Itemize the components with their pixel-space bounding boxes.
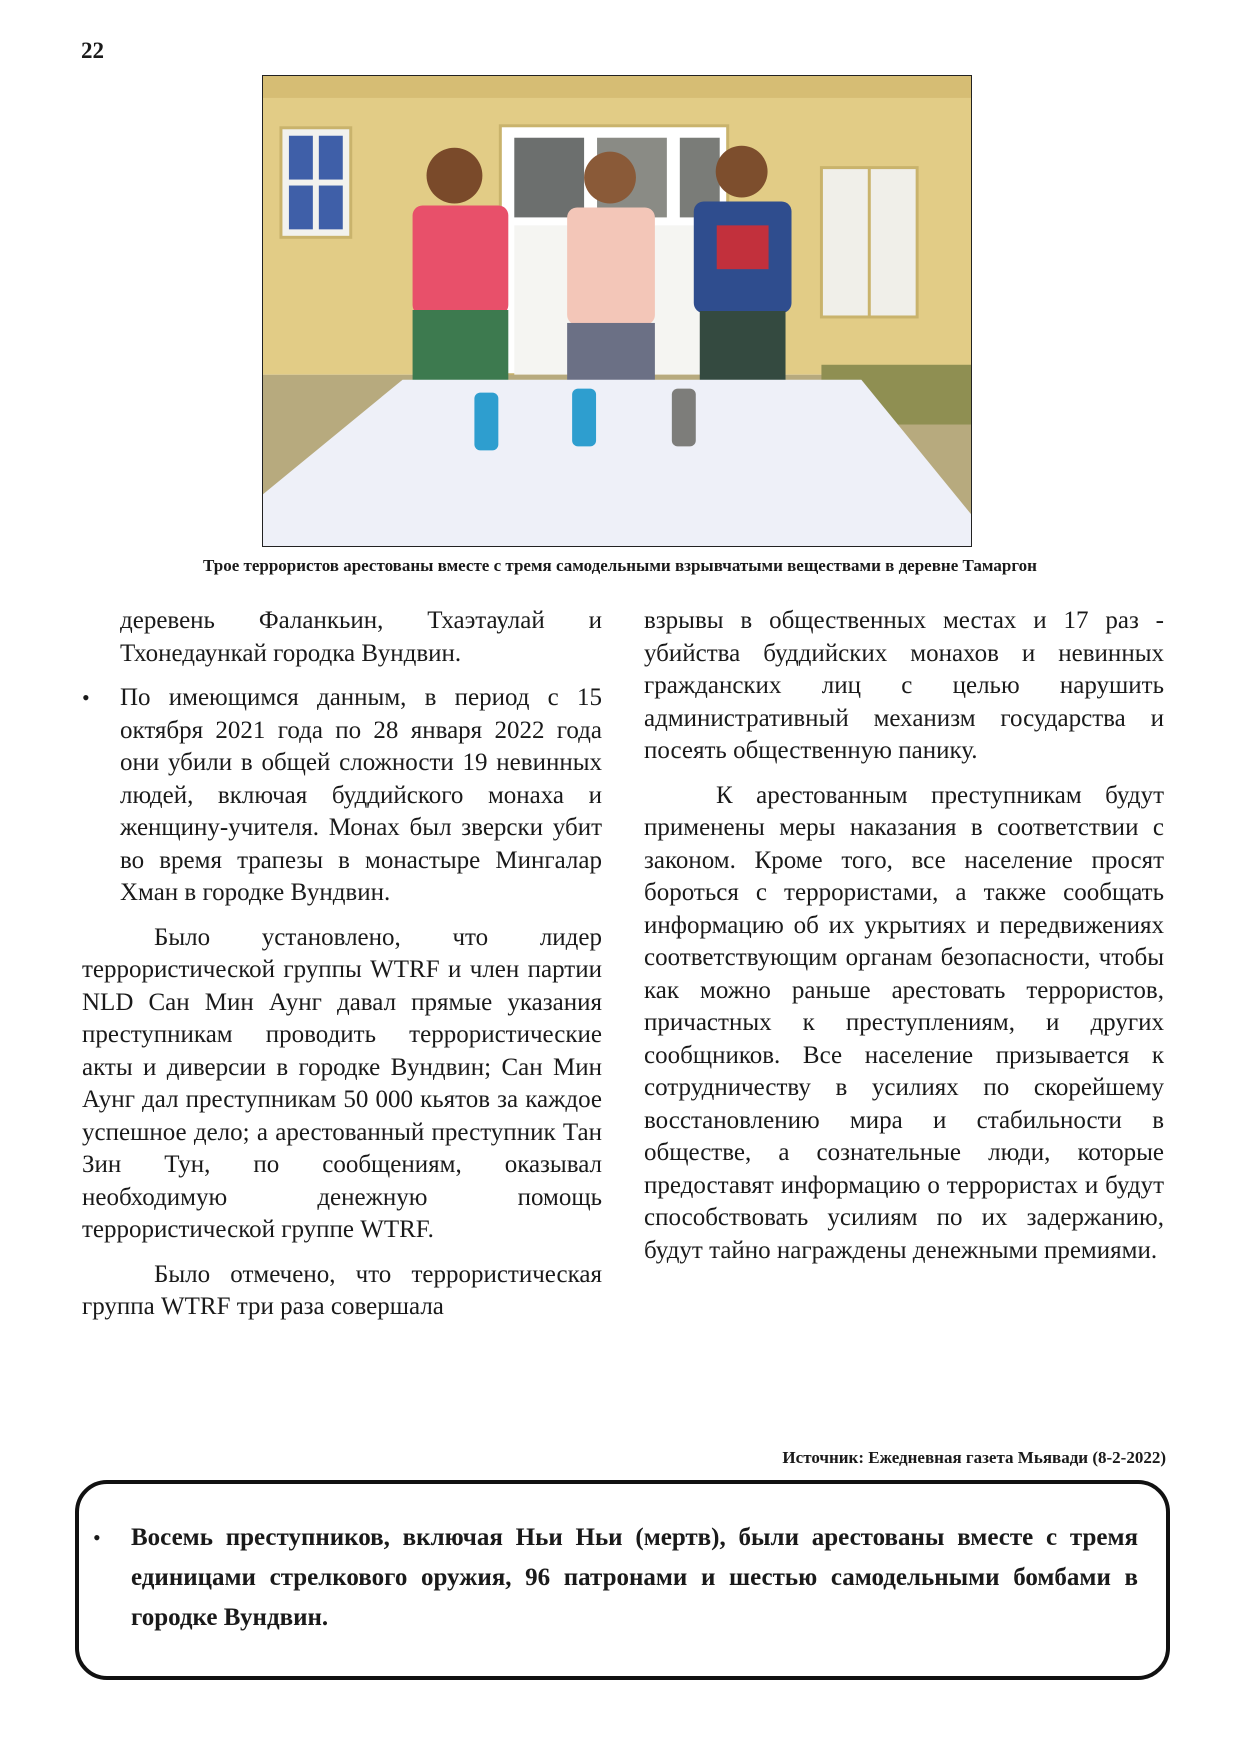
paragraph: К арестованным преступникам будут применены меры наказания в соответствии с законом. Кроме того, все население просят бороться с террористами, а также сообщать информацию об их укрытиях и передвижениях соответствующим органам безопасности, чтобы как можно раньше арестовать террористов, причастных к преступлениям, и других сообщников. Все население призывается к сотрудничеству в усилиях по скорейшему восстановлению мира и стабильности в обществе, а сознательные люди, которые предоставят информацию о террористах и будут способствовать усилиям по их задержанию, будут тайно награждены денежными премиями. — [644, 781, 1164, 1264]
highlight-text: Восемь преступников, включая Ньи Ньи (мертв), были арестованы вместе с тремя единицами стрелкового оружия, 96 патронами и шестью самодельными бомбами в городке Вундвин. — [131, 1524, 1138, 1631]
source-line: Источник: Ежедневная газета Мьявади (8-2-2022) — [782, 1448, 1166, 1467]
bullet-icon: • — [93, 1525, 101, 1550]
photo-illustration-icon — [263, 76, 971, 546]
continued-text: взрывы в общественных местах и 17 раз - убийства буддийских монахов и невинных гражданских лиц с целью нарушить административный механизм государства и посеять общественную панику. — [644, 607, 1164, 764]
left-column — [82, 605, 602, 1336]
bullet-item — [82, 682, 602, 910]
paragraph: Было отмечено, что террористическая группа WTRF три раза совершала — [82, 1260, 602, 1320]
paragraph: Было установлено, что лидер террористической группы WTRF и член партии NLD Сан Мин Аунг давал прямые указания преступникам проводить террористические акты и диверсии в городке Вундвин; Сан Мин Аунг дал преступникам 50 000 кьятов за каждое успешное дело; а арестованный преступник Тан Зин Тун, по сообщениям, оказывал необходимую денежную помощь террористической группе WTRF. — [82, 923, 602, 1243]
right-column — [644, 605, 1164, 1279]
page-number: 22 — [81, 38, 104, 63]
bullet-text: По имеющимся данным, в период с 15 октября 2021 года по 28 января 2022 года они убили в общей сложности 19 невинных людей, включая буддийского монаха и женщину-учителя. Монах был зверски убит во время трапезы в монастыре Мингалар Хман в городке Вундвин. — [120, 684, 602, 906]
continued-text: деревень Фаланкьин, Тхаэтаулай и Тхонедаункай городка Вундвин. — [120, 607, 602, 667]
photo-caption: Трое террористов арестованы вместе с тремя самодельными взрывчатыми веществами в деревне Тамаргон — [203, 556, 1037, 575]
highlight-box — [75, 1480, 1170, 1680]
news-photo — [262, 75, 972, 547]
